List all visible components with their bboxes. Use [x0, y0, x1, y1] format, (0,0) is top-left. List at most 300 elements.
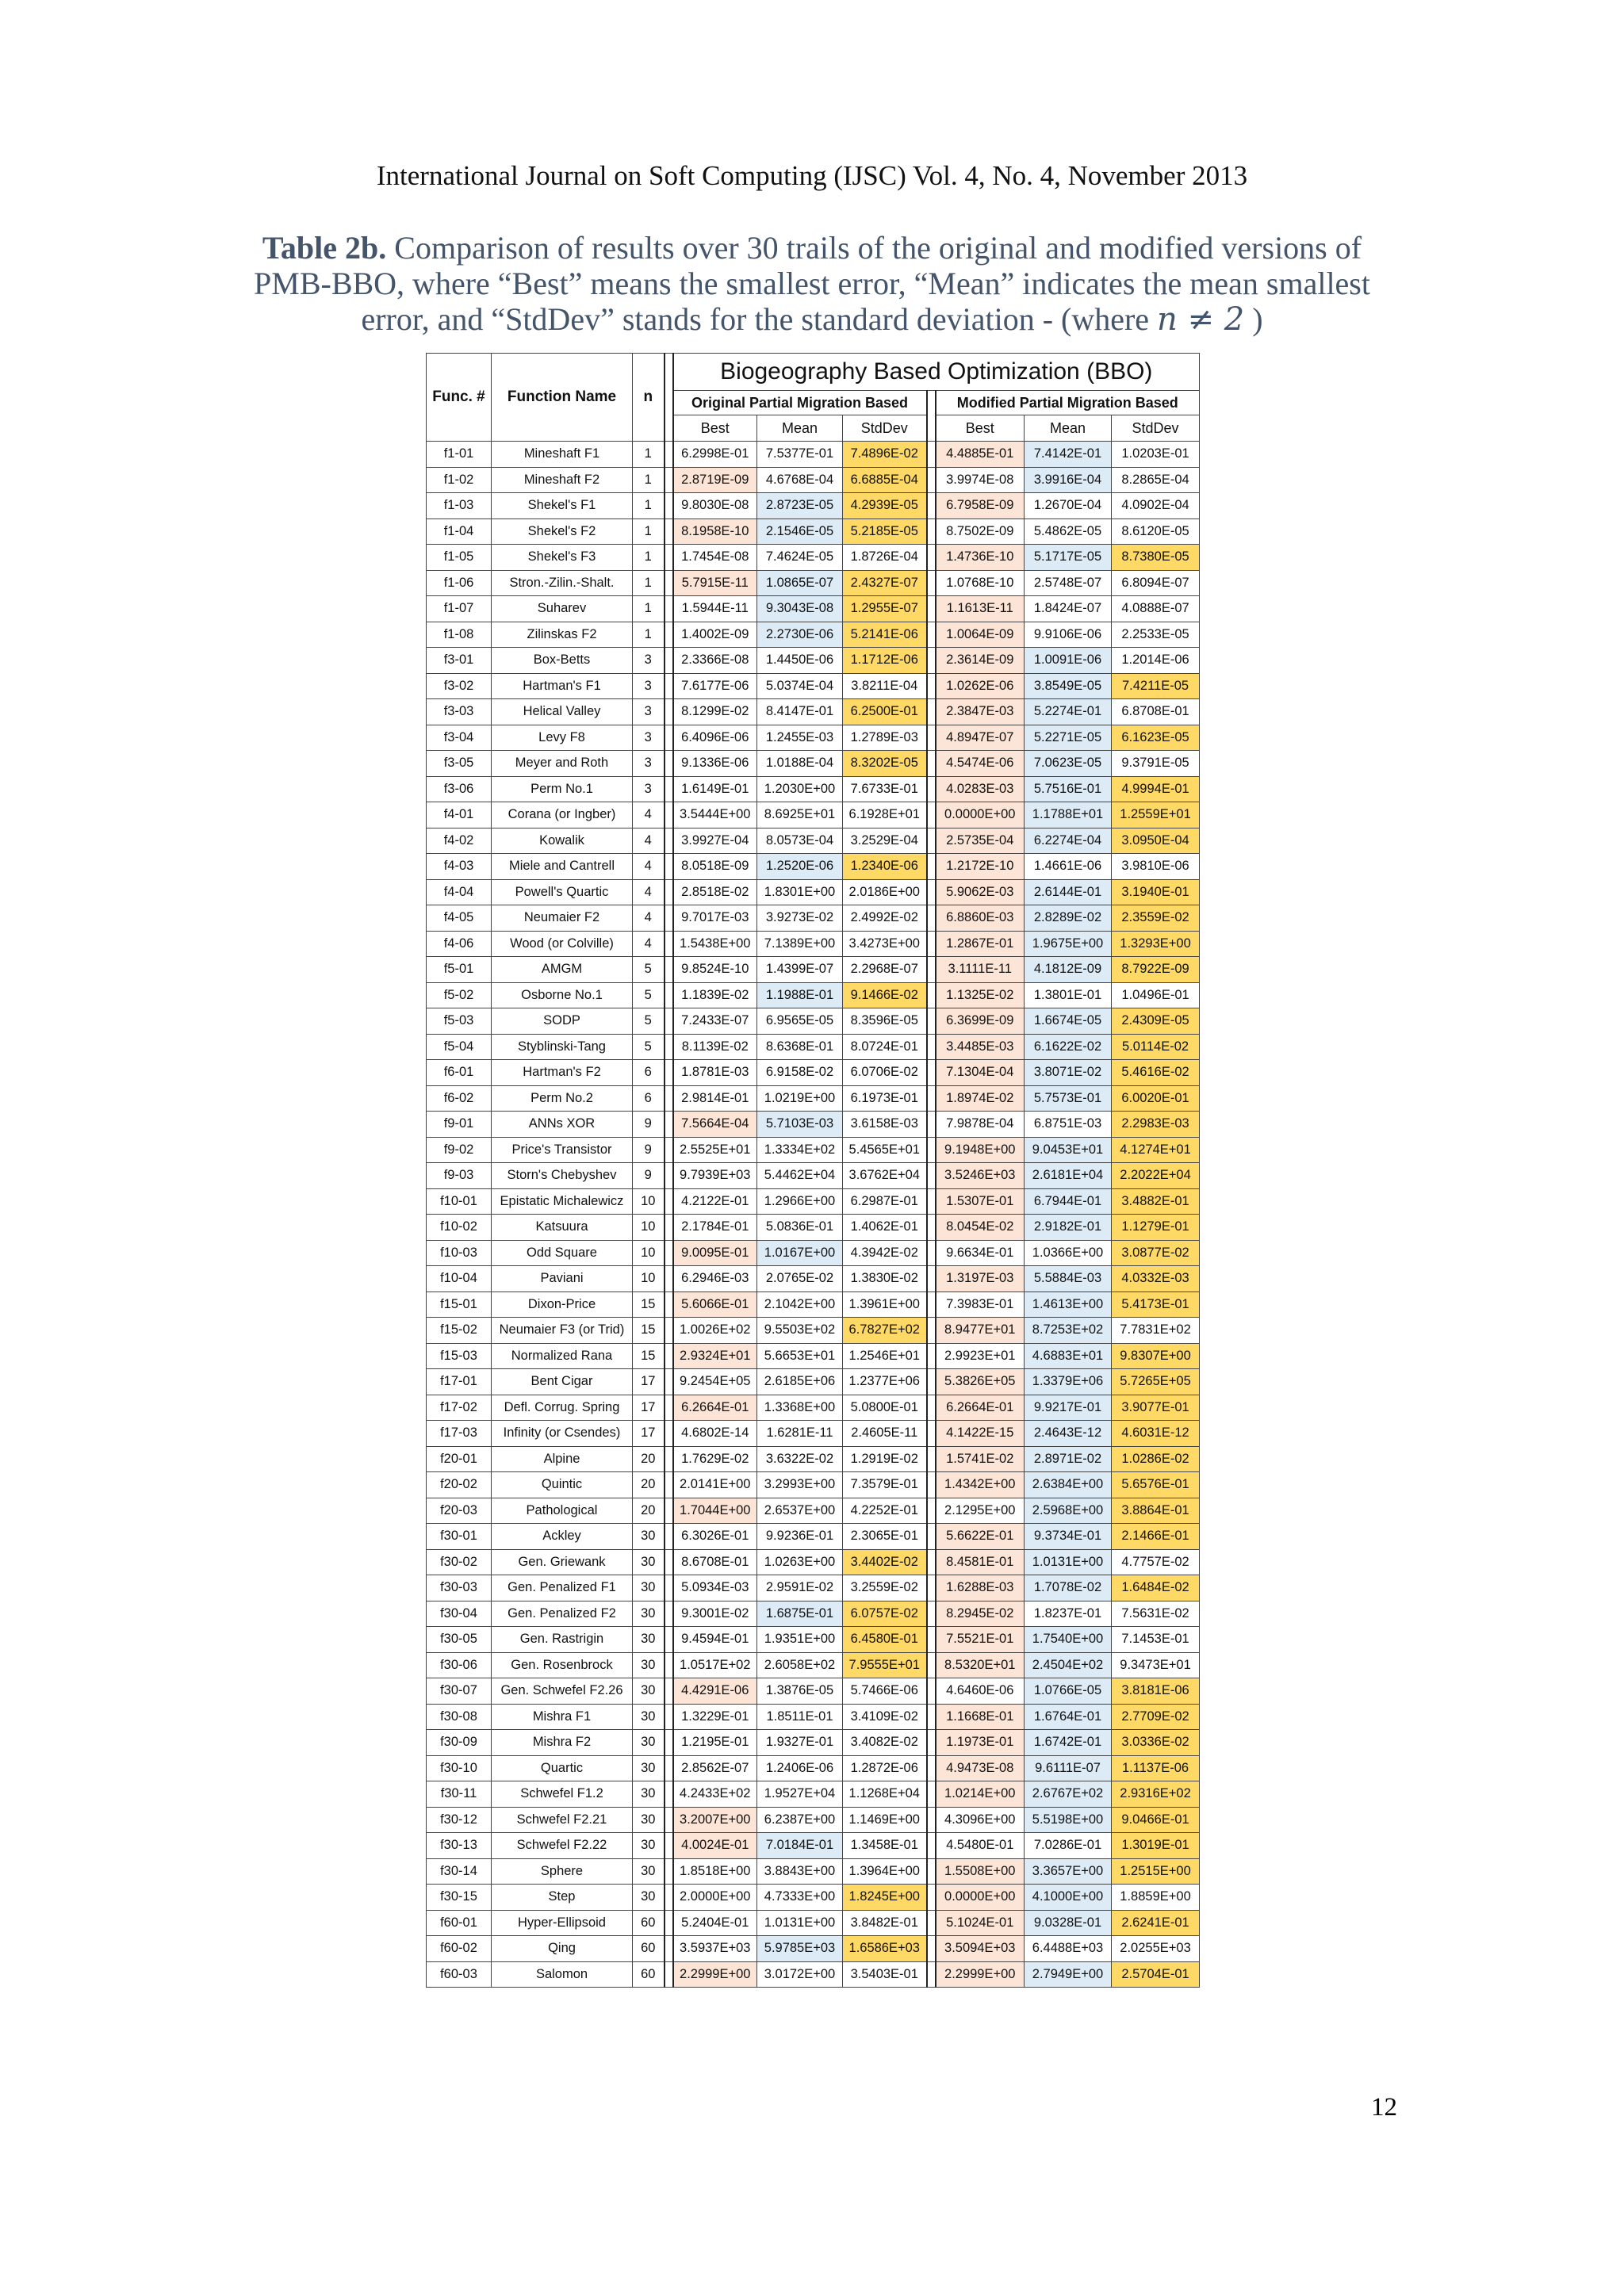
original-mean-cell: 1.2030E+00: [757, 776, 843, 802]
column-divider: [927, 982, 936, 1008]
modified-best-cell: 2.9923E+01: [936, 1343, 1025, 1369]
table-row: [427, 828, 1200, 854]
column-divider: [665, 1318, 673, 1344]
column-divider: [927, 1240, 936, 1266]
original-mean-cell: 1.0865E-07: [757, 570, 843, 596]
dimension-cell: 30: [633, 1833, 665, 1859]
original-stddev-cell: 3.4402E-02: [843, 1549, 927, 1575]
original-stddev-cell: 1.6586E+03: [843, 1936, 927, 1962]
modified-best-cell: 5.6622E-01: [936, 1524, 1025, 1550]
dimension-cell: 30: [633, 1652, 665, 1678]
function-name-cell: Zilinskas F2: [492, 622, 633, 648]
original-mean-cell: 2.6058E+02: [757, 1652, 843, 1678]
column-divider: [927, 1498, 936, 1524]
original-stddev-cell: 3.2529E-04: [843, 828, 927, 854]
column-divider: [927, 1549, 936, 1575]
modified-mean-cell: 1.3379E+06: [1025, 1369, 1112, 1395]
modified-stddev-cell: 1.2014E-06: [1112, 648, 1200, 674]
column-divider: [927, 1034, 936, 1060]
modified-stddev-cell: 2.9316E+02: [1112, 1781, 1200, 1808]
dimension-cell: 4: [633, 879, 665, 905]
original-best-cell: 2.0141E+00: [673, 1472, 757, 1498]
column-divider: [665, 1266, 673, 1292]
modified-stddev-cell: 2.2022E+04: [1112, 1163, 1200, 1189]
modified-stddev-cell: 1.2559E+01: [1112, 802, 1200, 828]
function-name-cell: Wood (or Colville): [492, 931, 633, 957]
func-id-cell: f30-14: [427, 1858, 492, 1885]
original-mean-cell: 1.0263E+00: [757, 1549, 843, 1575]
function-name-cell: Storn's Chebyshev: [492, 1163, 633, 1189]
function-name-cell: Gen. Schwefel F2.26: [492, 1678, 633, 1705]
original-best-cell: 7.2433E-07: [673, 1008, 757, 1035]
func-id-cell: f4-06: [427, 931, 492, 957]
dimension-cell: 1: [633, 442, 665, 468]
modified-mean-cell: 4.1000E+00: [1025, 1885, 1112, 1911]
func-id-cell: f30-05: [427, 1627, 492, 1653]
original-mean-cell: 3.9273E-02: [757, 905, 843, 932]
original-mean-cell: 5.9785E+03: [757, 1936, 843, 1962]
column-divider: [927, 1601, 936, 1627]
modified-stddev-cell: 2.4309E-05: [1112, 1008, 1200, 1035]
original-stddev-cell: 2.3065E-01: [843, 1524, 927, 1550]
func-id-cell: f60-01: [427, 1910, 492, 1936]
modified-stddev-cell: 4.0332E-03: [1112, 1266, 1200, 1292]
col-header-name: Function Name: [492, 354, 633, 442]
table-row: [427, 1472, 1200, 1498]
function-name-cell: Kowalik: [492, 828, 633, 854]
dimension-cell: 20: [633, 1498, 665, 1524]
original-best-cell: 1.7629E-02: [673, 1446, 757, 1472]
dimension-cell: 20: [633, 1446, 665, 1472]
table-row: [427, 1292, 1200, 1318]
original-mean-cell: 1.3368E+00: [757, 1395, 843, 1421]
modified-mean-cell: 1.4613E+00: [1025, 1292, 1112, 1318]
function-name-cell: Epistatic Michalewicz: [492, 1188, 633, 1215]
function-name-cell: Osborne No.1: [492, 982, 633, 1008]
dimension-cell: 9: [633, 1163, 665, 1189]
table-row: [427, 1858, 1200, 1885]
column-divider: [665, 1395, 673, 1421]
original-mean-cell: 4.7333E+00: [757, 1885, 843, 1911]
original-best-cell: 7.6177E-06: [673, 673, 757, 699]
column-divider: [665, 1885, 673, 1911]
modified-stddev-cell: 4.1274E+01: [1112, 1137, 1200, 1163]
column-divider: [665, 1085, 673, 1112]
original-best-cell: 9.1336E-06: [673, 751, 757, 777]
column-divider: [665, 1421, 673, 1447]
original-stddev-cell: 3.4273E+00: [843, 931, 927, 957]
column-divider: [665, 1833, 673, 1859]
dimension-cell: 1: [633, 596, 665, 622]
original-best-cell: 4.0024E-01: [673, 1833, 757, 1859]
dimension-cell: 3: [633, 751, 665, 777]
modified-best-cell: 6.3699E-09: [936, 1008, 1025, 1035]
modified-stddev-cell: 9.0466E-01: [1112, 1807, 1200, 1833]
dimension-cell: 60: [633, 1936, 665, 1962]
modified-mean-cell: 1.6764E-01: [1025, 1704, 1112, 1730]
function-name-cell: Corana (or Ingber): [492, 802, 633, 828]
modified-stddev-cell: 2.6241E-01: [1112, 1910, 1200, 1936]
dimension-cell: 5: [633, 982, 665, 1008]
func-id-cell: f30-15: [427, 1885, 492, 1911]
func-id-cell: f60-02: [427, 1936, 492, 1962]
column-divider: [665, 1240, 673, 1266]
table-row: [427, 1652, 1200, 1678]
original-mean-cell: 1.0219E+00: [757, 1085, 843, 1112]
modified-best-cell: 3.5246E+03: [936, 1163, 1025, 1189]
column-divider: [665, 699, 673, 725]
dimension-cell: 1: [633, 622, 665, 648]
func-id-cell: f4-03: [427, 854, 492, 880]
modified-stddev-cell: 9.3473E+01: [1112, 1652, 1200, 1678]
column-divider: [665, 1446, 673, 1472]
function-name-cell: Step: [492, 1885, 633, 1911]
dimension-cell: 6: [633, 1085, 665, 1112]
original-stddev-cell: 1.3830E-02: [843, 1266, 927, 1292]
original-mean-cell: 1.2406E-06: [757, 1755, 843, 1781]
func-id-cell: f3-02: [427, 673, 492, 699]
modified-mean-cell: 1.0091E-06: [1025, 648, 1112, 674]
column-divider: [665, 354, 673, 442]
dimension-cell: 1: [633, 467, 665, 493]
function-name-cell: Stron.-Zilin.-Shalt.: [492, 570, 633, 596]
func-id-cell: f30-10: [427, 1755, 492, 1781]
column-divider: [927, 931, 936, 957]
original-mean-cell: 1.8301E+00: [757, 879, 843, 905]
dimension-cell: 15: [633, 1318, 665, 1344]
function-name-cell: Gen. Penalized F2: [492, 1601, 633, 1627]
modified-stddev-cell: 3.8181E-06: [1112, 1678, 1200, 1705]
column-divider: [927, 1755, 936, 1781]
func-id-cell: f1-03: [427, 493, 492, 519]
column-divider: [665, 1704, 673, 1730]
original-stddev-cell: 5.2185E-05: [843, 519, 927, 545]
modified-stddev-cell: 1.1137E-06: [1112, 1755, 1200, 1781]
modified-best-cell: 7.3983E-01: [936, 1292, 1025, 1318]
original-best-cell: 2.8719E-09: [673, 467, 757, 493]
column-divider: [927, 828, 936, 854]
modified-mean-cell: 2.4643E-12: [1025, 1421, 1112, 1447]
original-best-cell: 2.3366E-08: [673, 648, 757, 674]
group-header-original: Original Partial Migration Based: [673, 391, 927, 415]
column-divider: [665, 596, 673, 622]
original-mean-cell: 1.1988E-01: [757, 982, 843, 1008]
column-divider: [665, 1936, 673, 1962]
original-best-cell: 4.4291E-06: [673, 1678, 757, 1705]
function-name-cell: Miele and Cantrell: [492, 854, 633, 880]
dimension-cell: 30: [633, 1704, 665, 1730]
func-id-cell: f30-13: [427, 1833, 492, 1859]
modified-best-cell: 5.9062E-03: [936, 879, 1025, 905]
func-id-cell: f1-06: [427, 570, 492, 596]
column-divider: [927, 1678, 936, 1705]
dimension-cell: 4: [633, 802, 665, 828]
modified-mean-cell: 6.1622E-02: [1025, 1034, 1112, 1060]
modified-best-cell: 8.0454E-02: [936, 1215, 1025, 1241]
original-stddev-cell: 1.1469E+00: [843, 1807, 927, 1833]
table-row: [427, 1188, 1200, 1215]
function-name-cell: Mineshaft F2: [492, 467, 633, 493]
column-divider: [665, 467, 673, 493]
table-row: [427, 1446, 1200, 1472]
modified-best-cell: 3.9974E-08: [936, 467, 1025, 493]
dimension-cell: 1: [633, 570, 665, 596]
function-name-cell: Quintic: [492, 1472, 633, 1498]
modified-mean-cell: 4.1812E-09: [1025, 957, 1112, 983]
column-divider: [927, 442, 936, 468]
column-divider: [665, 725, 673, 751]
original-mean-cell: 1.2520E-06: [757, 854, 843, 880]
modified-mean-cell: 1.8237E-01: [1025, 1601, 1112, 1627]
table-body: [427, 442, 1200, 1988]
modified-best-cell: 5.1024E-01: [936, 1910, 1025, 1936]
func-id-cell: f5-01: [427, 957, 492, 983]
column-divider: [665, 1575, 673, 1601]
modified-stddev-cell: 7.7831E+02: [1112, 1318, 1200, 1344]
column-divider: [665, 1137, 673, 1163]
original-mean-cell: 1.0167E+00: [757, 1240, 843, 1266]
original-best-cell: 1.8518E+00: [673, 1858, 757, 1885]
column-divider: [927, 648, 936, 674]
modified-mean-cell: 2.6144E-01: [1025, 879, 1112, 905]
modified-mean-cell: 1.1788E+01: [1025, 802, 1112, 828]
original-best-cell: 6.3026E-01: [673, 1524, 757, 1550]
func-id-cell: f20-02: [427, 1472, 492, 1498]
modified-mean-cell: 9.0453E+01: [1025, 1137, 1112, 1163]
modified-best-cell: 0.0000E+00: [936, 1885, 1025, 1911]
column-divider: [665, 1652, 673, 1678]
function-name-cell: Shekel's F3: [492, 545, 633, 571]
dimension-cell: 20: [633, 1472, 665, 1498]
table-row: [427, 622, 1200, 648]
modified-best-cell: 4.6460E-06: [936, 1678, 1025, 1705]
table-row: [427, 545, 1200, 571]
column-divider: [665, 1755, 673, 1781]
original-stddev-cell: 5.4565E+01: [843, 1137, 927, 1163]
function-name-cell: Normalized Rana: [492, 1343, 633, 1369]
column-divider: [927, 1369, 936, 1395]
table-row: [427, 802, 1200, 828]
original-best-cell: 9.7017E-03: [673, 905, 757, 932]
func-id-cell: f30-08: [427, 1704, 492, 1730]
original-stddev-cell: 4.3942E-02: [843, 1240, 927, 1266]
modified-mean-cell: 1.0766E-05: [1025, 1678, 1112, 1705]
modified-mean-cell: 3.9916E-04: [1025, 467, 1112, 493]
original-best-cell: 1.5438E+00: [673, 931, 757, 957]
original-best-cell: 1.0517E+02: [673, 1652, 757, 1678]
original-mean-cell: 2.2730E-06: [757, 622, 843, 648]
func-id-cell: f15-02: [427, 1318, 492, 1344]
original-best-cell: 8.1299E-02: [673, 699, 757, 725]
func-id-cell: f30-06: [427, 1652, 492, 1678]
original-stddev-cell: 1.2377E+06: [843, 1369, 927, 1395]
original-best-cell: 1.2195E-01: [673, 1730, 757, 1756]
column-divider: [665, 1034, 673, 1060]
column-divider: [927, 1008, 936, 1035]
column-divider: [927, 545, 936, 571]
modified-mean-cell: 1.6674E-05: [1025, 1008, 1112, 1035]
dimension-cell: 60: [633, 1910, 665, 1936]
dimension-cell: 3: [633, 699, 665, 725]
column-divider: [927, 1961, 936, 1988]
table-row: [427, 1601, 1200, 1627]
modified-mean-cell: 5.5198E+00: [1025, 1807, 1112, 1833]
modified-stddev-cell: 6.8094E-07: [1112, 570, 1200, 596]
original-stddev-cell: 8.0724E-01: [843, 1034, 927, 1060]
func-id-cell: f1-05: [427, 545, 492, 571]
modified-best-cell: 4.3096E+00: [936, 1807, 1025, 1833]
func-id-cell: f4-02: [427, 828, 492, 854]
original-stddev-cell: 1.2546E+01: [843, 1343, 927, 1369]
modified-best-cell: 1.4342E+00: [936, 1472, 1025, 1498]
column-divider: [665, 1008, 673, 1035]
original-stddev-cell: 3.6158E-03: [843, 1112, 927, 1138]
dimension-cell: 1: [633, 493, 665, 519]
modified-best-cell: 2.3847E-03: [936, 699, 1025, 725]
modified-mean-cell: 9.9217E-01: [1025, 1395, 1112, 1421]
column-divider: [665, 673, 673, 699]
modified-stddev-cell: 2.5704E-01: [1112, 1961, 1200, 1988]
column-divider: [665, 545, 673, 571]
original-stddev-cell: 3.4109E-02: [843, 1704, 927, 1730]
original-stddev-cell: 3.8211E-04: [843, 673, 927, 699]
func-id-cell: f30-11: [427, 1781, 492, 1808]
modified-mean-cell: 5.7516E-01: [1025, 776, 1112, 802]
original-best-cell: 1.6149E-01: [673, 776, 757, 802]
table-row: [427, 1961, 1200, 1988]
table-row: [427, 1627, 1200, 1653]
column-divider: [927, 1652, 936, 1678]
modified-best-cell: 3.5094E+03: [936, 1936, 1025, 1962]
original-mean-cell: 9.5503E+02: [757, 1318, 843, 1344]
table-row: [427, 1318, 1200, 1344]
column-divider: [927, 1833, 936, 1859]
original-best-cell: 9.8030E-08: [673, 493, 757, 519]
modified-best-cell: 6.2664E-01: [936, 1395, 1025, 1421]
original-mean-cell: 2.8723E-05: [757, 493, 843, 519]
func-id-cell: f17-03: [427, 1421, 492, 1447]
modified-stddev-cell: 2.2983E-03: [1112, 1112, 1200, 1138]
results-table: [426, 353, 1200, 1988]
original-stddev-cell: 7.3579E-01: [843, 1472, 927, 1498]
modified-best-cell: 1.0214E+00: [936, 1781, 1025, 1808]
func-id-cell: f20-03: [427, 1498, 492, 1524]
original-best-cell: 3.5444E+00: [673, 802, 757, 828]
original-mean-cell: 2.6185E+06: [757, 1369, 843, 1395]
dimension-cell: 17: [633, 1421, 665, 1447]
column-divider: [665, 1678, 673, 1705]
modified-stddev-cell: 1.6484E-02: [1112, 1575, 1200, 1601]
func-id-cell: f30-03: [427, 1575, 492, 1601]
column-divider: [665, 1627, 673, 1653]
modified-mean-cell: 5.2274E-01: [1025, 699, 1112, 725]
dimension-cell: 10: [633, 1188, 665, 1215]
modified-best-cell: 8.7502E-09: [936, 519, 1025, 545]
column-divider: [665, 905, 673, 932]
table-row: [427, 1549, 1200, 1575]
modified-best-cell: 5.3826E+05: [936, 1369, 1025, 1395]
dimension-cell: 9: [633, 1137, 665, 1163]
column-divider: [927, 1112, 936, 1138]
original-best-cell: 2.2999E+00: [673, 1961, 757, 1988]
func-id-cell: f30-02: [427, 1549, 492, 1575]
modified-mean-cell: 2.8971E-02: [1025, 1446, 1112, 1472]
modified-stddev-cell: 3.8864E-01: [1112, 1498, 1200, 1524]
table-row: [427, 879, 1200, 905]
original-stddev-cell: 1.2340E-06: [843, 854, 927, 880]
modified-mean-cell: 3.3657E+00: [1025, 1858, 1112, 1885]
original-stddev-cell: 3.4082E-02: [843, 1730, 927, 1756]
original-best-cell: 5.7915E-11: [673, 570, 757, 596]
original-best-cell: 9.2454E+05: [673, 1369, 757, 1395]
original-stddev-cell: 6.0706E-02: [843, 1060, 927, 1086]
column-divider: [665, 1858, 673, 1885]
modified-best-cell: 1.2867E-01: [936, 931, 1025, 957]
modified-best-cell: 1.1613E-11: [936, 596, 1025, 622]
function-name-cell: Mishra F2: [492, 1730, 633, 1756]
dimension-cell: 30: [633, 1730, 665, 1756]
modified-stddev-cell: 3.0336E-02: [1112, 1730, 1200, 1756]
modified-mean-cell: 6.8751E-03: [1025, 1112, 1112, 1138]
function-name-cell: Bent Cigar: [492, 1369, 633, 1395]
table-row: [427, 1498, 1200, 1524]
modified-stddev-cell: 6.1623E-05: [1112, 725, 1200, 751]
function-name-cell: Powell's Quartic: [492, 879, 633, 905]
table-row: [427, 957, 1200, 983]
original-stddev-cell: 6.6885E-04: [843, 467, 927, 493]
original-best-cell: 2.8562E-07: [673, 1755, 757, 1781]
modified-mean-cell: 8.7253E+02: [1025, 1318, 1112, 1344]
column-divider: [665, 957, 673, 983]
original-best-cell: 1.7044E+00: [673, 1498, 757, 1524]
func-id-cell: f10-02: [427, 1215, 492, 1241]
original-best-cell: 9.7939E+03: [673, 1163, 757, 1189]
original-mean-cell: 1.3876E-05: [757, 1678, 843, 1705]
table-row: [427, 725, 1200, 751]
function-name-cell: Schwefel F1.2: [492, 1781, 633, 1808]
column-divider: [927, 751, 936, 777]
table-caption: [230, 230, 1394, 338]
dimension-cell: 4: [633, 931, 665, 957]
function-name-cell: Hartman's F1: [492, 673, 633, 699]
function-name-cell: SODP: [492, 1008, 633, 1035]
modified-mean-cell: 6.4488E+03: [1025, 1936, 1112, 1962]
original-stddev-cell: 6.4580E-01: [843, 1627, 927, 1653]
column-divider: [665, 879, 673, 905]
modified-mean-cell: 2.4504E+02: [1025, 1652, 1112, 1678]
original-mean-cell: 3.6322E-02: [757, 1446, 843, 1472]
column-divider: [665, 1781, 673, 1808]
original-stddev-cell: 1.2789E-03: [843, 725, 927, 751]
modified-mean-cell: 1.0131E+00: [1025, 1549, 1112, 1575]
column-divider: [927, 1395, 936, 1421]
column-divider: [927, 1137, 936, 1163]
original-best-cell: 9.8524E-10: [673, 957, 757, 983]
original-mean-cell: 4.6768E-04: [757, 467, 843, 493]
func-id-cell: f9-01: [427, 1112, 492, 1138]
column-divider: [927, 1266, 936, 1292]
original-mean-cell: 7.1389E+00: [757, 931, 843, 957]
original-mean-cell: 8.0573E-04: [757, 828, 843, 854]
column-divider: [665, 1215, 673, 1241]
original-mean-cell: 6.9158E-02: [757, 1060, 843, 1086]
modified-stddev-cell: 1.3019E-01: [1112, 1833, 1200, 1859]
function-name-cell: Alpine: [492, 1446, 633, 1472]
original-mean-cell: 1.3334E+02: [757, 1137, 843, 1163]
modified-best-cell: 4.5480E-01: [936, 1833, 1025, 1859]
table-row: [427, 1034, 1200, 1060]
func-id-cell: f3-03: [427, 699, 492, 725]
